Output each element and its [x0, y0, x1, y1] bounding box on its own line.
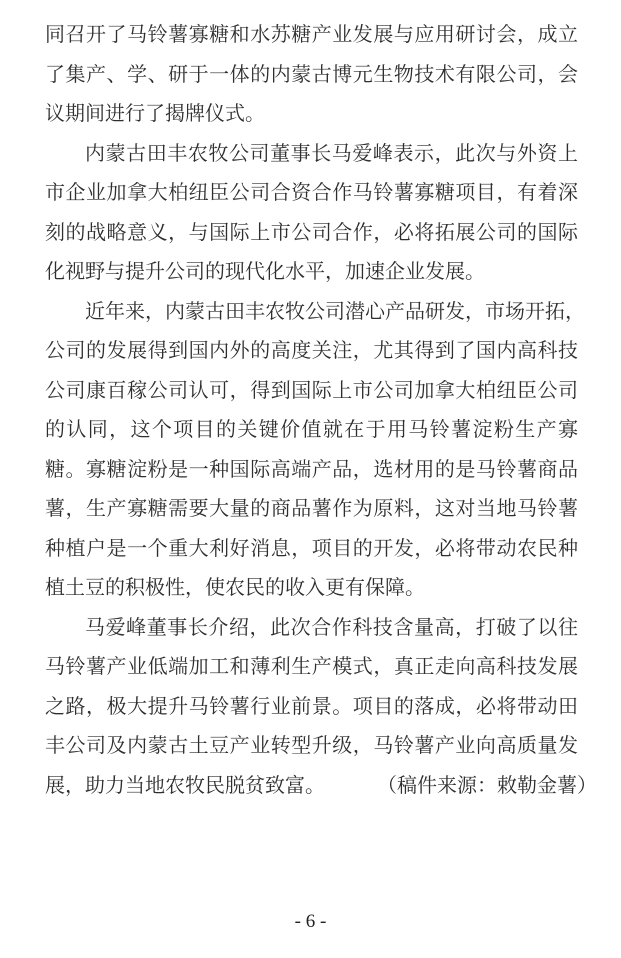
paragraph-end-text: 展，助力当地农牧民脱贫致富。 — [45, 774, 325, 797]
text-line: 了集产、学、研于一体的内蒙古博元生物技术有限公司，会 — [45, 63, 578, 86]
page-number: - 6 - — [294, 911, 327, 932]
text-line — [45, 767, 597, 807]
text-line: 市企业加拿大柏纽臣公司合资合作马铃薯寡糖项目，有着深 — [45, 182, 578, 204]
paragraph — [45, 16, 578, 135]
text-line: 内蒙古田丰农牧公司董事长马爱峰表示，此次与外资上 — [85, 142, 578, 165]
text-line: 议期间进行了揭牌仪式。 — [45, 103, 265, 125]
paragraph — [45, 609, 597, 807]
text-line: 糖。寡糖淀粉是一种国际高端产品，选材用的是马铃薯商品 — [45, 458, 578, 481]
source-note: （稿件来源：敕勒金薯） — [377, 774, 597, 797]
text-line: 公司的发展得到国内外的高度关注，尤其得到了国内高科技 — [45, 340, 578, 362]
text-line: 的认同，这个项目的关键价值就在于用马铃薯淀粉生产寡 — [45, 419, 578, 441]
text-line: 公司康百稼公司认可，得到国际上市公司加拿大柏纽臣公司 — [45, 379, 578, 402]
paragraph — [45, 293, 585, 609]
text-line: 植土豆的积极性，使农民的收入更有保障。 — [45, 577, 425, 599]
text-line: 之路，极大提升马铃薯行业前景。项目的落成，必将带动田 — [45, 695, 578, 718]
text-line: 薯，生产寡糖需要大量的商品薯作为原料，这对当地马铃薯 — [45, 498, 578, 520]
text-line: 同召开了马铃薯寡糖和水苏糖产业发展与应用研讨会，成立 — [45, 24, 578, 46]
text-line: 刻的战略意义，与国际上市公司合作，必将拓展公司的国际 — [45, 221, 578, 244]
text-line: 丰公司及内蒙古土豆产业转型升级，马铃薯产业向高质量发 — [45, 735, 578, 757]
text-line: 马爱峰董事长介绍，此次合作科技含量高，打破了以往 — [85, 616, 578, 639]
text-line: 近年来，内蒙古田丰农牧公司潜心产品研发，市场开拓， — [85, 300, 585, 323]
text-line: 化视野与提升公司的现代化水平，加速企业发展。 — [45, 261, 485, 283]
text-line: 种植户是一个重大利好消息，项目的开发，必将带动农民种 — [45, 537, 578, 560]
paragraph — [45, 135, 578, 293]
text-line: 马铃薯产业低端加工和薄利生产模式，真正走向高科技发展 — [45, 656, 578, 678]
